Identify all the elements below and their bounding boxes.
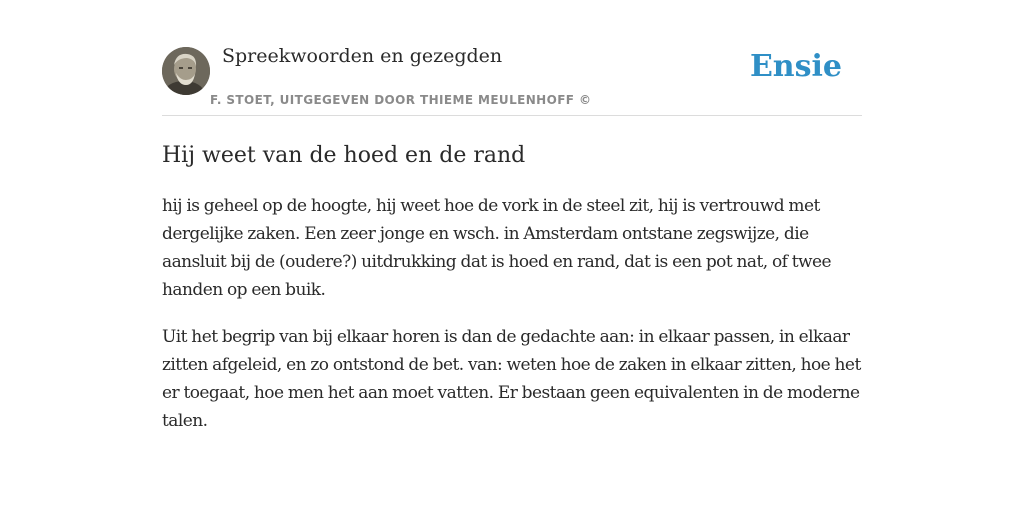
entry-title: Hij weet van de hoed en de rand (162, 143, 526, 168)
source-title[interactable]: Spreekwoorden en gezegden (222, 45, 503, 67)
entry-paragraph: hij is geheel op de hoogte, hij weet hoe de vork in de steel zit, hij is vertrouwd met dergelijke zaken. Een zeer jonge en wsch. in Amsterdam ontstane zegswijze, die aansluit bij de (oudere?) uitdrukking dat is hoed en rand, dat is een pot nat, of twee handen op een buik. (162, 196, 832, 300)
author-portrait-icon (162, 47, 210, 95)
publisher-credit: F. STOET, UITGEGEVEN DOOR THIEME MEULENHOFF © (210, 93, 592, 107)
entry-paragraph: Uit het begrip van bij elkaar horen is dan de gedachte aan: in elkaar passen, in elkaar zitten afgeleid, en zo ontstond de bet. van: weten hoe de zaken in elkaar zitten, hoe het er toegaat, hoe men het aan moet vatten. Er bestaan geen equivalenten in de moderne talen. (162, 327, 861, 431)
brand-logo[interactable]: Ensie (749, 49, 842, 84)
source-header (162, 40, 862, 116)
entry-card (162, 40, 862, 435)
